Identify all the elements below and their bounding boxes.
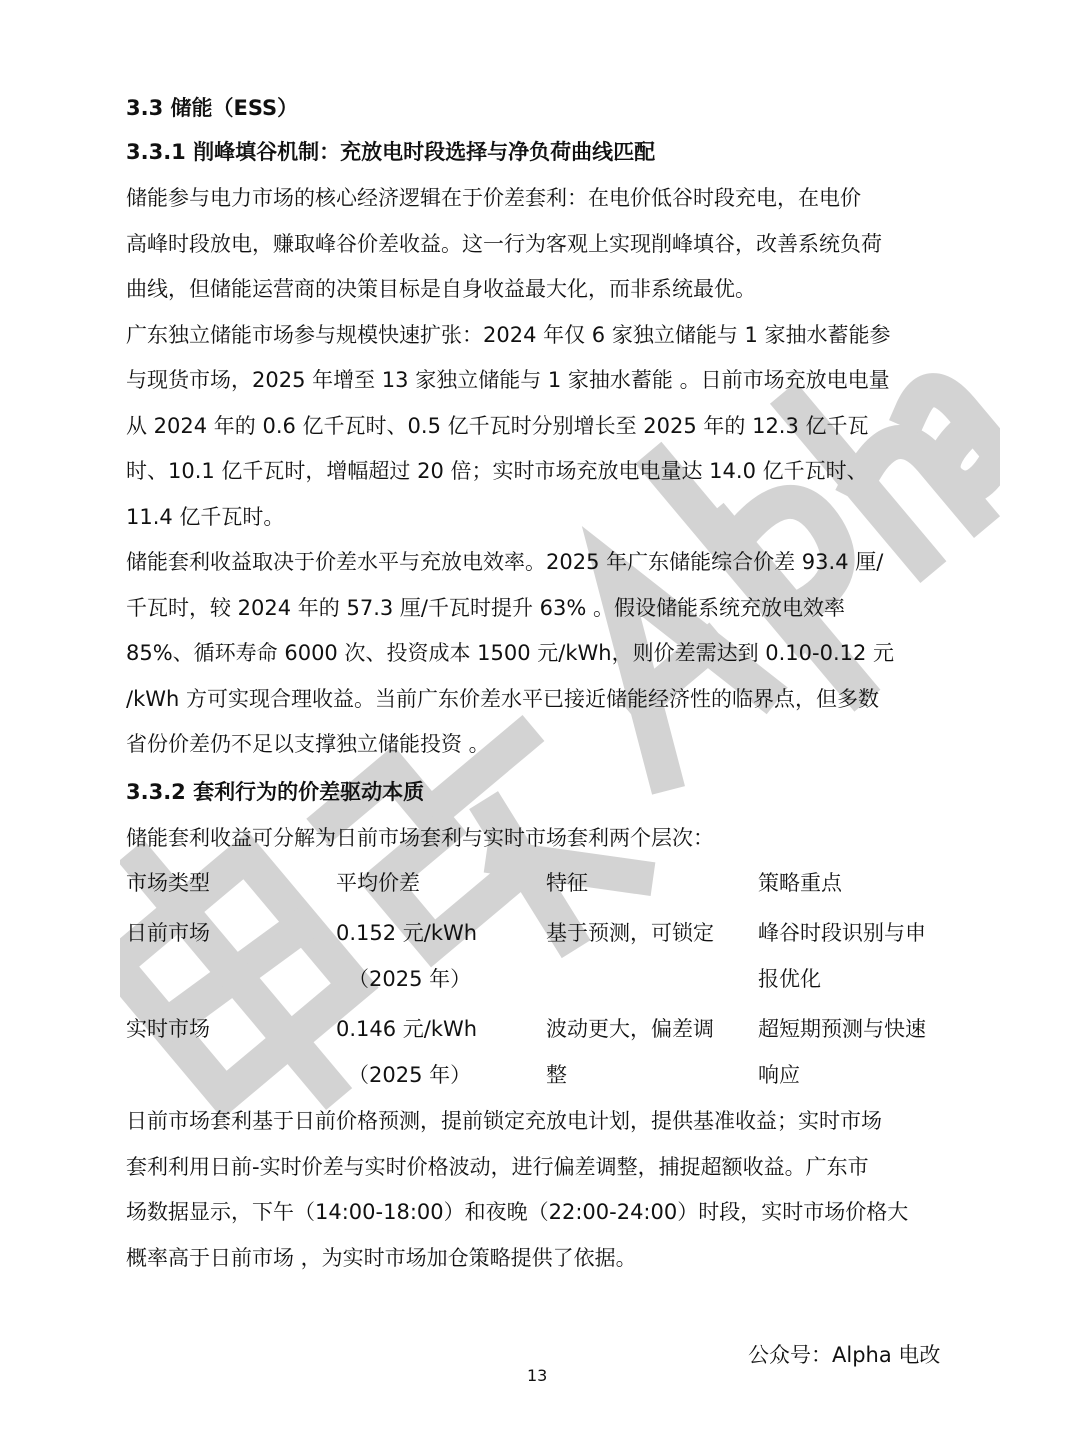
text-line: 日前市场套利基于日前价格预测，提前锁定充放电计划，提供基准收益；实时市场 <box>126 1109 882 1133</box>
spread-year: （2025 年） <box>348 1062 472 1087</box>
feature-text: 基于预测，可锁定 <box>546 921 714 945</box>
footer-source: 公众号：Alpha 电改 <box>748 1343 941 1367</box>
text-line: 储能套利收益取决于价差水平与充放电效率。2025 年广东储能综合价差 93.4 厘/ <box>126 550 884 574</box>
paragraph-3 <box>126 540 956 768</box>
paragraph-4 <box>126 1099 956 1281</box>
text-line: 储能套利收益可分解为日前市场套利与实时市场套利两个层次： <box>126 825 714 850</box>
text-line: 套利利用日前-实时价差与实时价格波动，进行偏差调整，捕捉超额收益。广东市 <box>126 1154 869 1179</box>
subsection-title-1: 3.3.1 削峰填谷机制：充放电时段选择与净负荷曲线匹配 <box>126 140 656 164</box>
spread-value: 0.146 元/kWh <box>336 1017 478 1041</box>
strategy-text: 响应 <box>758 1062 800 1087</box>
text-line: 场数据显示，下午（14:00-18:00）和夜晚（22:00-24:00）时段，实时市场价格大 <box>126 1200 909 1224</box>
paragraph-1 <box>126 176 956 313</box>
text-line: 千瓦时，较 2024 年的 57.3 厘/千瓦时提升 63% 。假设储能系统充放电效率 <box>126 595 846 620</box>
text-line: 高峰时段放电，赚取峰谷价差收益。这一行为客观上实现削峰填谷，改善系统负荷 <box>126 231 882 256</box>
table-header-cell: 平均价差 <box>336 871 420 895</box>
table-cell <box>336 1007 477 1098</box>
market-table <box>126 861 956 1099</box>
text-line: 省份价差仍不足以支撑独立储能投资 。 <box>126 732 490 756</box>
subsection-title-2: 3.3.2 套利行为的价差驱动本质 <box>126 779 425 804</box>
table-header-cell: 市场类型 <box>126 871 210 895</box>
table-cell: 实时市场 <box>126 1017 210 1041</box>
table-row <box>126 911 956 1007</box>
text-line: 85%、循环寿命 6000 次、投资成本 1500 元/kWh，则价差需达到 0.10-0.12 元 <box>126 641 895 665</box>
content <box>126 88 956 1281</box>
text-line: 时、10.1 亿千瓦时，增幅超过 20 倍；实时市场充放电电量达 14.0 亿千瓦时、 <box>126 459 868 483</box>
table-header-cell: 特征 <box>546 871 588 895</box>
text-line: 曲线，但储能运营商的决策目标是自身收益最大化，而非系统最优。 <box>126 277 756 301</box>
table-cell <box>336 911 477 1002</box>
feature-text: 整 <box>546 1062 567 1087</box>
text-line: 从 2024 年的 0.6 亿千瓦时、0.5 亿千瓦时分别增长至 2025 年的 12.3 亿千瓦 <box>126 413 869 438</box>
table-intro <box>126 816 956 862</box>
text-line: 与现货市场，2025 年增至 13 家独立储能与 1 家抽水蓄能 。日前市场充放电电量 <box>126 368 890 392</box>
table-cell <box>758 1007 926 1098</box>
text-line: 储能参与电力市场的核心经济逻辑在于价差套利：在电价低谷时段充电，在电价 <box>126 186 861 210</box>
feature-text: 波动更大，偏差调 <box>546 1017 714 1041</box>
text-line: 广东独立储能市场参与规模快速扩张：2024 年仅 6 家独立储能与 1 家抽水蓄能参 <box>126 322 891 347</box>
text-line: 11.4 亿千瓦时。 <box>126 504 285 529</box>
spread-value: 0.152 元/kWh <box>336 921 478 945</box>
page-number: 13 <box>527 1366 548 1385</box>
spread-year: （2025 年） <box>348 966 472 991</box>
table-cell <box>758 911 926 1002</box>
text-line: 概率高于日前市场 ，为实时市场加仓策略提供了依据。 <box>126 1245 637 1270</box>
section-title: 3.3 储能（ESS） <box>126 96 299 120</box>
strategy-text: 峰谷时段识别与申 <box>758 921 926 945</box>
table-cell: 日前市场 <box>126 921 210 945</box>
table-cell <box>546 911 714 957</box>
table-header-cell: 策略重点 <box>758 871 842 895</box>
paragraph-2 <box>126 313 956 541</box>
table-row <box>126 1007 956 1099</box>
strategy-text: 报优化 <box>758 966 821 991</box>
text-line: /kWh 方可实现合理收益。当前广东价差水平已接近储能经济性的临界点，但多数 <box>126 686 879 711</box>
table-cell <box>546 1007 714 1098</box>
strategy-text: 超短期预测与快速 <box>758 1017 926 1041</box>
table-header-row <box>126 861 956 911</box>
